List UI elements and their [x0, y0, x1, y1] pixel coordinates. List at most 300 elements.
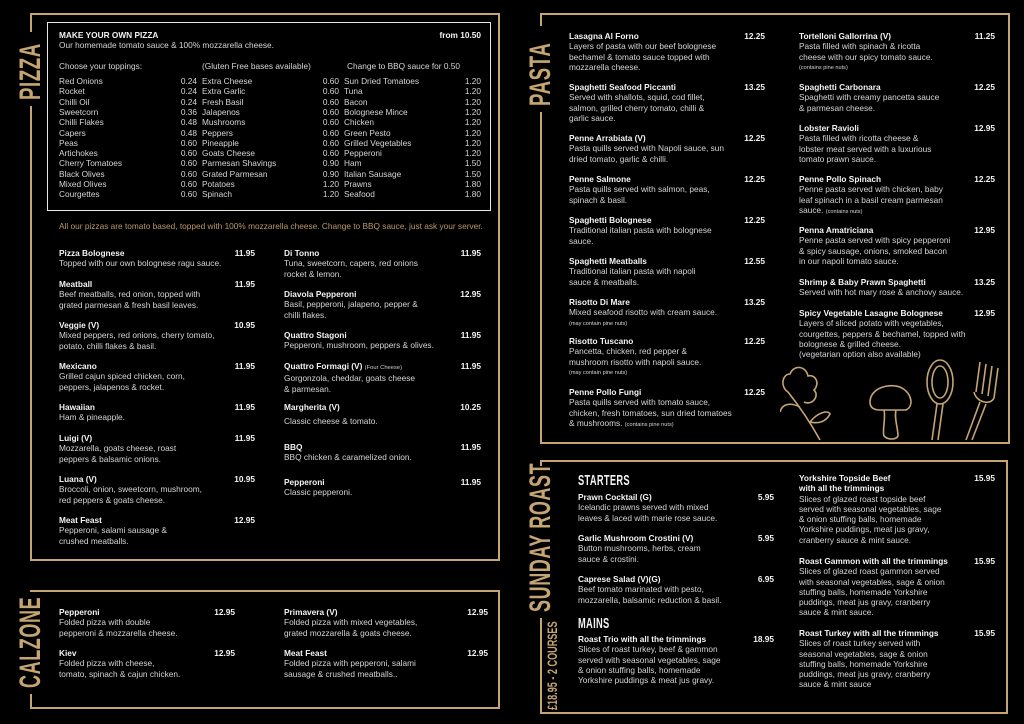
item-price: 12.25 [744, 336, 765, 346]
item-price: 11.95 [234, 361, 255, 371]
item-description [59, 258, 255, 268]
item-description [59, 330, 255, 351]
menu-item [569, 174, 765, 205]
item-price: 15.95 [974, 556, 995, 566]
item-name-text: Garlic Mushroom Crostini (V) [578, 533, 694, 543]
item-price: 12.95 [460, 289, 481, 299]
item-name [284, 648, 488, 658]
menu-item [284, 477, 481, 498]
item-name-text: Prawn Cocktail (G) [578, 492, 652, 502]
item-description-text: Pancetta, chicken, red pepper & mushroom risotto with napoli sauce. [569, 346, 702, 367]
item-price: 12.25 [744, 133, 765, 143]
item-description [59, 658, 235, 679]
item-name [59, 402, 255, 412]
topping-price: 1.20 [464, 76, 481, 86]
item-description [59, 443, 255, 464]
menu-item [59, 320, 255, 351]
item-price: 12.25 [744, 387, 765, 397]
item-description-text: Ham & pineapple. [59, 412, 125, 423]
menu-item [578, 634, 774, 685]
item-price: 12.95 [974, 123, 995, 133]
topping-price: 0.60 [322, 76, 339, 86]
item-price: 12.25 [744, 174, 765, 184]
item-price: 12.95 [234, 515, 255, 525]
topping-price: 1.50 [464, 168, 481, 179]
topping-price: 1.20 [322, 179, 339, 189]
topping-price: 0.60 [322, 127, 339, 138]
roast-price-subtitle: £18.95 - 2 COURSES [544, 621, 560, 710]
allergy-note: (may contain pine nuts) [569, 369, 628, 376]
topping-row [344, 128, 481, 138]
myo-title: MAKE YOUR OWN PIZZA [59, 30, 159, 40]
pizza-frame-right [498, 13, 500, 561]
item-name-text: Roast Turkey with all the trimmings [799, 628, 939, 638]
menu-item [284, 648, 488, 679]
item-description [569, 307, 765, 329]
menu-item [569, 215, 765, 246]
topping-price: 0.60 [322, 96, 339, 107]
topping-name: Chilli Flakes [59, 117, 104, 128]
topping-price: 1.50 [464, 158, 481, 169]
bbq-sauce-note: Change to BBQ sauce for 0.50 [347, 61, 461, 71]
item-name-text: Di Tonno [284, 248, 320, 258]
topping-price: 0.60 [322, 117, 339, 128]
item-price: 10.25 [460, 402, 481, 412]
item-name [284, 361, 481, 373]
item-description-text: Slices of glazed roast gammon served with seasonal vegetables, sage & onion stuffing balls, homemade Yorkshire puddings, meat jus gravy, cranberry sauce & mint sauce. [799, 566, 945, 618]
item-price: 5.95 [757, 492, 774, 502]
item-description [578, 543, 774, 564]
menu-item [59, 279, 255, 310]
menu-item [284, 607, 488, 638]
item-description-text: Pepperoni, salami sausage & crushed meatballs. [59, 525, 167, 546]
topping-name: Peas [59, 137, 78, 148]
item-description-text: Beef tomato marinated with pesto, mozzarella, balsamic reduction & basil. [578, 584, 722, 605]
topping-name: Peppers [202, 127, 233, 138]
topping-price: 0.90 [322, 168, 339, 179]
item-description [799, 566, 995, 617]
item-description [284, 487, 481, 497]
item-price: 5.95 [757, 533, 774, 543]
item-description-text: Pasta quills served with salmon, peas, spinach & basil. [569, 184, 710, 205]
menu-item [59, 515, 255, 546]
item-name-text: Pepperoni [59, 607, 100, 617]
food-illustration [780, 352, 1005, 442]
topping-price: 1.20 [322, 189, 339, 200]
item-name [799, 308, 995, 318]
item-name-text: Meat Feast [59, 515, 102, 525]
item-name-text: Penne Arrabiata (V) [569, 133, 646, 143]
item-description [284, 299, 481, 320]
item-description [569, 346, 765, 378]
item-price: 11.25 [974, 31, 995, 41]
topping-row [202, 97, 339, 107]
item-name-text: Shrimp & Baby Prawn Spaghetti [799, 277, 926, 287]
item-price: 12.25 [974, 174, 995, 184]
menu-item [799, 473, 995, 545]
item-name [799, 225, 995, 235]
item-price: 11.95 [460, 330, 481, 340]
item-price: 12.25 [974, 82, 995, 92]
topping-name: Jalapenos [202, 106, 240, 117]
item-name [284, 607, 488, 617]
item-description [799, 41, 995, 73]
menu-item [799, 174, 995, 217]
topping-price: 1.80 [464, 189, 481, 200]
topping-row [344, 76, 481, 86]
item-description-text: Traditional italian pasta with bolognese sauce. [569, 225, 712, 246]
allergy-note: (contains nuts) [825, 208, 863, 215]
gluten-free-note: (Gluten Free bases available) [202, 61, 311, 71]
topping-name: Sweetcorn [59, 106, 99, 117]
item-description [284, 258, 481, 279]
topping-price: 1.20 [464, 86, 481, 97]
menu-item [799, 123, 995, 164]
item-description-text: Mixed seafood risotto with cream sauce. [569, 307, 718, 318]
topping-row [59, 107, 197, 117]
item-name [59, 474, 255, 484]
menu-item [569, 256, 765, 287]
topping-price: 0.60 [180, 158, 197, 169]
item-price: 12.95 [214, 648, 235, 658]
allergy-note: (may contain pine nuts) [569, 320, 628, 327]
topping-name: Rocket [59, 86, 85, 97]
topping-name: Fresh Basil [202, 96, 244, 107]
item-description-text: Served with shallots, squid, cod fillet, salmon, grilled cherry tomato, chilli & garlic sauce. [569, 92, 705, 123]
item-description-text: Pepperoni, mushroom, peppers & olives. [284, 340, 434, 351]
item-description-text: Folded pizza with cheese, tomato, spinach & cajun chicken. [59, 658, 181, 679]
item-description-text: Slices of roast turkey served with seasonal vegetables, sage & onion stuffing balls, homemade Yorkshire puddings, meat jus gravy, cranberry sauce & mint sauce [799, 638, 931, 690]
menu-item [799, 225, 995, 266]
item-name-text: Roast Trio with all the trimmings [578, 634, 707, 644]
starters-heading: STARTERS [578, 472, 630, 489]
item-description [578, 584, 774, 605]
topping-row [59, 138, 197, 148]
pasta-frame-bottom [540, 442, 1010, 444]
item-description-text: Icelandic prawns served with mixed leaves & laced with marie rose sauce. [578, 502, 718, 523]
pizza-frame-top [30, 13, 500, 15]
item-description [59, 617, 235, 638]
item-name [569, 297, 765, 307]
topping-row [344, 86, 481, 96]
topping-name: Goats Cheese [202, 148, 256, 159]
item-description-text: Folded pizza with pepperoni, salami sausage & crushed meatballs.. [284, 658, 416, 679]
item-name [59, 320, 255, 330]
item-description-text: Slices of roast turkey, beef & gammon served with seasonal vegetables, sage & onion stuffing balls, homemade Yorkshire puddings & meat jus gravy. [578, 644, 721, 686]
item-description [799, 133, 995, 164]
topping-price: 0.48 [180, 117, 197, 128]
mushroom-icon [870, 386, 911, 439]
topping-price: 1.20 [464, 127, 481, 138]
topping-name: Mixed Olives [59, 179, 107, 189]
topping-row [202, 117, 339, 127]
topping-name: Spinach [202, 189, 232, 200]
roast-frame-bottom [540, 712, 1008, 714]
allergy-note: (contains pine nuts) [624, 421, 674, 428]
item-price: 12.95 [974, 225, 995, 235]
item-price: 10.95 [234, 320, 255, 330]
topping-name: Grated Parmesan [202, 168, 268, 179]
item-description-text: Grilled cajun spiced chicken, corn, peppers, jalapenos & rocket. [59, 371, 185, 392]
item-price: 11.95 [460, 361, 481, 371]
item-price: 12.55 [744, 256, 765, 266]
item-price: 12.95 [214, 607, 235, 617]
topping-row [344, 189, 481, 199]
topping-row [344, 179, 481, 189]
item-name-text: Spaghetti Seafood Piccanti [569, 82, 676, 92]
item-name-text: Kiev [59, 648, 77, 658]
pizza-note: All our pizzas are tomato based, topped with 100% mozzarella cheese. Change to BBQ sauce, just ask your server. [59, 221, 483, 231]
item-description-text: Classic cheese & tomato. [284, 416, 378, 427]
topping-row [59, 158, 197, 168]
item-name [59, 515, 255, 525]
item-description [569, 143, 765, 164]
topping-price: 0.24 [180, 96, 197, 107]
menu-item [59, 607, 235, 638]
topping-row [202, 169, 339, 179]
item-description-text: Traditional italian pasta with napoli sauce & meatballs. [569, 266, 696, 287]
item-name-text: Penne Pollo Spinach [799, 174, 882, 184]
item-description [59, 525, 255, 546]
topping-name: Parmesan Shavings [202, 158, 277, 169]
topping-price: 0.24 [180, 86, 197, 97]
menu-item [569, 82, 765, 123]
item-name-text: Yorkshire Topside Beef with all the trimmings [799, 473, 891, 494]
item-price: 12.25 [744, 215, 765, 225]
item-description-text: Mozzarella, goats cheese, roast peppers & balsamic onions. [59, 443, 177, 464]
item-name-note: (Four Cheese) [364, 365, 403, 371]
item-price: 15.95 [974, 628, 995, 638]
menu-item [284, 361, 481, 394]
item-name [578, 574, 774, 584]
topping-row [59, 76, 197, 86]
item-description [569, 225, 765, 246]
item-name [59, 607, 235, 617]
item-price: 11.95 [460, 477, 481, 487]
item-description-text: Folded pizza with mixed vegetables, grated mozzarella & goats cheese. [284, 617, 418, 638]
item-name [284, 477, 481, 487]
topping-name: Bacon [344, 96, 368, 107]
myo-price: from 10.50 [439, 30, 481, 40]
item-name [578, 533, 774, 543]
item-name-text: Spaghetti Bolognese [569, 215, 652, 225]
menu-item [59, 248, 255, 269]
topping-name: Seafood [344, 189, 375, 200]
item-name [569, 215, 765, 225]
calzone-section-title: CALZONE [18, 592, 44, 694]
item-description-text: BBQ chicken & caramelized onion. [284, 452, 412, 463]
topping-name: Pineapple [202, 137, 239, 148]
item-name [284, 289, 481, 299]
topping-row [59, 97, 197, 107]
item-description [59, 484, 255, 505]
topping-name: Bolognese Mince [344, 106, 408, 117]
topping-row [344, 97, 481, 107]
item-description [569, 184, 765, 205]
topping-price: 0.60 [180, 168, 197, 179]
item-name-text: Spaghetti Meatballs [569, 256, 647, 266]
item-name-text: Risotto Tuscano [569, 336, 634, 346]
menu-item [569, 31, 765, 72]
item-name [569, 31, 765, 41]
mains-heading: MAINS [578, 615, 610, 632]
topping-name: Cherry Tomatoes [59, 158, 123, 169]
topping-name: Chilli Oil [59, 96, 90, 107]
topping-name: Chicken [344, 117, 374, 128]
item-name [569, 174, 765, 184]
item-name-text: Pepperoni [284, 477, 325, 487]
menu-item [59, 648, 235, 679]
item-name [799, 174, 995, 184]
calzone-frame-right [498, 590, 500, 709]
menu-item [578, 533, 774, 564]
menu-item [59, 433, 255, 464]
menu-item [569, 336, 765, 378]
item-name-text: Hawaiian [59, 402, 95, 412]
item-name [284, 402, 481, 412]
topping-price: 0.36 [180, 106, 197, 117]
item-name [59, 648, 235, 658]
topping-name: Sun Dried Tomatoes [344, 76, 420, 86]
item-description-text: Button mushrooms, herbs, cream sauce & crostini. [578, 543, 701, 564]
menu-item [578, 492, 774, 523]
topping-row [202, 179, 339, 189]
item-name [284, 442, 481, 452]
item-price: 12.95 [467, 648, 488, 658]
topping-row [202, 107, 339, 117]
menu-item [799, 277, 995, 298]
topping-row [344, 138, 481, 148]
menu-item [569, 133, 765, 164]
item-description-text: Tuna, sweetcorn, capers, red onions rocket & lemon. [284, 258, 418, 279]
item-description [799, 235, 995, 266]
item-price: 15.95 [974, 473, 995, 483]
item-description [284, 373, 481, 394]
topping-price: 1.20 [464, 148, 481, 159]
topping-price: 1.20 [464, 117, 481, 128]
item-price: 10.95 [234, 474, 255, 484]
item-name [799, 556, 995, 566]
topping-row [344, 107, 481, 117]
item-name [59, 279, 255, 289]
topping-row [202, 158, 339, 168]
topping-name: Artichokes [59, 148, 98, 159]
item-price: 13.25 [744, 82, 765, 92]
topping-price: 0.60 [180, 148, 197, 159]
pasta-section-title: PASTA [528, 26, 554, 112]
item-description [799, 184, 995, 217]
topping-price: 0.60 [180, 137, 197, 148]
pasta-frame-top [540, 13, 1010, 15]
item-name [578, 492, 774, 502]
item-description-text: Gorgonzola, cheddar, goats cheese & parmesan. [284, 373, 415, 394]
topping-price: 0.60 [322, 86, 339, 97]
item-price: 11.95 [234, 433, 255, 443]
item-name [799, 82, 995, 92]
item-name-text: Lobster Ravioli [799, 123, 859, 133]
item-name-text: Penne Pollo Fungi [569, 387, 642, 397]
item-price: 6.95 [757, 574, 774, 584]
topping-name: Red Onions [59, 76, 103, 86]
item-description-text: Mixed peppers, red onions, cherry tomato, potato, chilli flakes & basil. [59, 330, 215, 351]
item-name-text: Veggie (V) [59, 320, 100, 330]
item-price: 12.95 [467, 607, 488, 617]
item-description [569, 41, 765, 72]
topping-row [202, 189, 339, 199]
item-price: 12.95 [974, 308, 995, 318]
topping-row [344, 148, 481, 158]
item-description-text: Pasta filled with spinach & ricotta cheese with our spicy tomato sauce. [799, 41, 933, 62]
item-name [569, 133, 765, 143]
topping-row [59, 128, 197, 138]
menu-item [59, 361, 255, 392]
item-description-text: Classic pepperoni. [284, 487, 353, 498]
topping-name: Extra Cheese [202, 76, 253, 86]
topping-name: Prawns [344, 179, 372, 189]
topping-row [202, 128, 339, 138]
topping-price: 0.90 [322, 158, 339, 169]
item-name-text: BBQ [284, 442, 303, 452]
topping-row [202, 138, 339, 148]
item-name [799, 31, 995, 41]
item-description-text: Pasta quills served with tomato sauce, chicken, fresh tomatoes, sun dried tomatoes & mushrooms. [569, 397, 732, 428]
roast-section-title: SUNDAY ROAST [528, 466, 554, 618]
item-description [59, 289, 255, 310]
item-name-text: Spaghetti Carbonara [799, 82, 881, 92]
pizza-section-title: PIZZA [18, 32, 44, 106]
item-name [799, 473, 995, 494]
item-name [59, 248, 255, 258]
topping-name: Mushrooms [202, 117, 246, 128]
item-description [569, 266, 765, 287]
item-description [578, 644, 774, 685]
item-price: 18.95 [753, 634, 774, 644]
roast-frame-right [1006, 460, 1008, 714]
item-description [284, 617, 488, 638]
topping-row [59, 117, 197, 127]
item-price: 11.95 [234, 248, 255, 258]
topping-price: 0.60 [180, 189, 197, 200]
item-description-text: Folded pizza with double pepperoni & mozzarella cheese. [59, 617, 178, 638]
roast-frame-top [540, 460, 1008, 462]
item-price: 12.25 [744, 31, 765, 41]
topping-price: 0.24 [180, 76, 197, 86]
item-name [284, 248, 481, 258]
menu-item [799, 628, 995, 690]
topping-name: Black Olives [59, 168, 105, 179]
item-description [59, 412, 255, 422]
topping-price: 0.48 [180, 127, 197, 138]
topping-row [202, 86, 339, 96]
item-description [284, 658, 488, 679]
item-name-text: Pizza Bolognese [59, 248, 125, 258]
calzone-frame-top [30, 590, 500, 592]
item-name [569, 256, 765, 266]
menu-item [799, 556, 995, 618]
topping-row [202, 148, 339, 158]
item-name [799, 277, 995, 287]
item-name [569, 82, 765, 92]
topping-name: Green Pesto [344, 127, 391, 138]
item-description-text: Penne pasta served with chicken, baby leaf spinach in a basil cream parmesan sauce. [799, 184, 943, 215]
item-description [284, 340, 481, 350]
topping-price: 1.20 [464, 96, 481, 107]
item-name-text: Spicy Vegetable Lasagne Bolognese [799, 308, 943, 318]
pizza-frame-bottom [30, 559, 500, 561]
menu-item [284, 402, 481, 427]
menu-item [284, 442, 481, 463]
item-price: 11.95 [234, 402, 255, 412]
